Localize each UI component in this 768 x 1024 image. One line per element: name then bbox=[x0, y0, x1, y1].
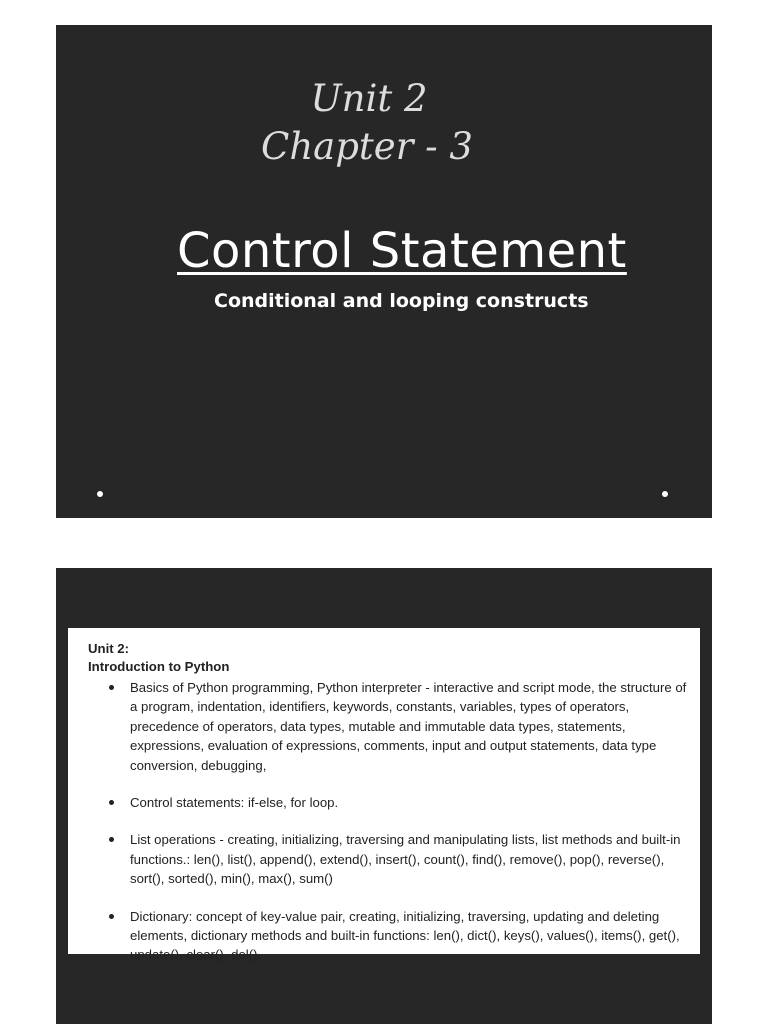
syllabus-list bbox=[88, 678, 690, 965]
list-item: Dictionary: concept of key-value pair, creating, initializing, traversing, updating and deleting elements, dictionary methods and built-in functions: len(), dict(), keys(), values(), items(), get(), update(), clear(), del() bbox=[130, 907, 690, 965]
syllabus-topic: Introduction to Python bbox=[88, 659, 230, 674]
bullet-dot-right bbox=[662, 491, 668, 497]
syllabus-slide bbox=[56, 568, 712, 1024]
list-item: Basics of Python programming, Python interpreter - interactive and script mode, the structure of a program, indentation, identifiers, keywords, constants, variables, types of operators, precedence of operators, data types, mutable and immutable data types, statements, expressions, evaluation of expressions, comments, input and output statements, data type conversion, debugging, bbox=[130, 678, 690, 775]
slide-subtitle: Conditional and looping constructs bbox=[214, 290, 589, 312]
list-item: List operations - creating, initializing, traversing and manipulating lists, list methods and built-in functions.: len(), list(), append(), extend(), insert(), count(), find(), remove(), pop(), reverse(), sort(), sorted(), min(), max(), sum() bbox=[130, 830, 690, 888]
unit-label: Unit 2 bbox=[310, 77, 428, 120]
syllabus-heading: Unit 2: bbox=[88, 641, 130, 656]
slide-title: Control Statement bbox=[177, 223, 627, 279]
syllabus-panel bbox=[68, 628, 700, 963]
list-item: Control statements: if-else, for loop. bbox=[130, 793, 690, 812]
bullet-dot-left bbox=[97, 491, 103, 497]
title-slide bbox=[56, 25, 712, 518]
chapter-label: Chapter - 3 bbox=[261, 125, 473, 168]
